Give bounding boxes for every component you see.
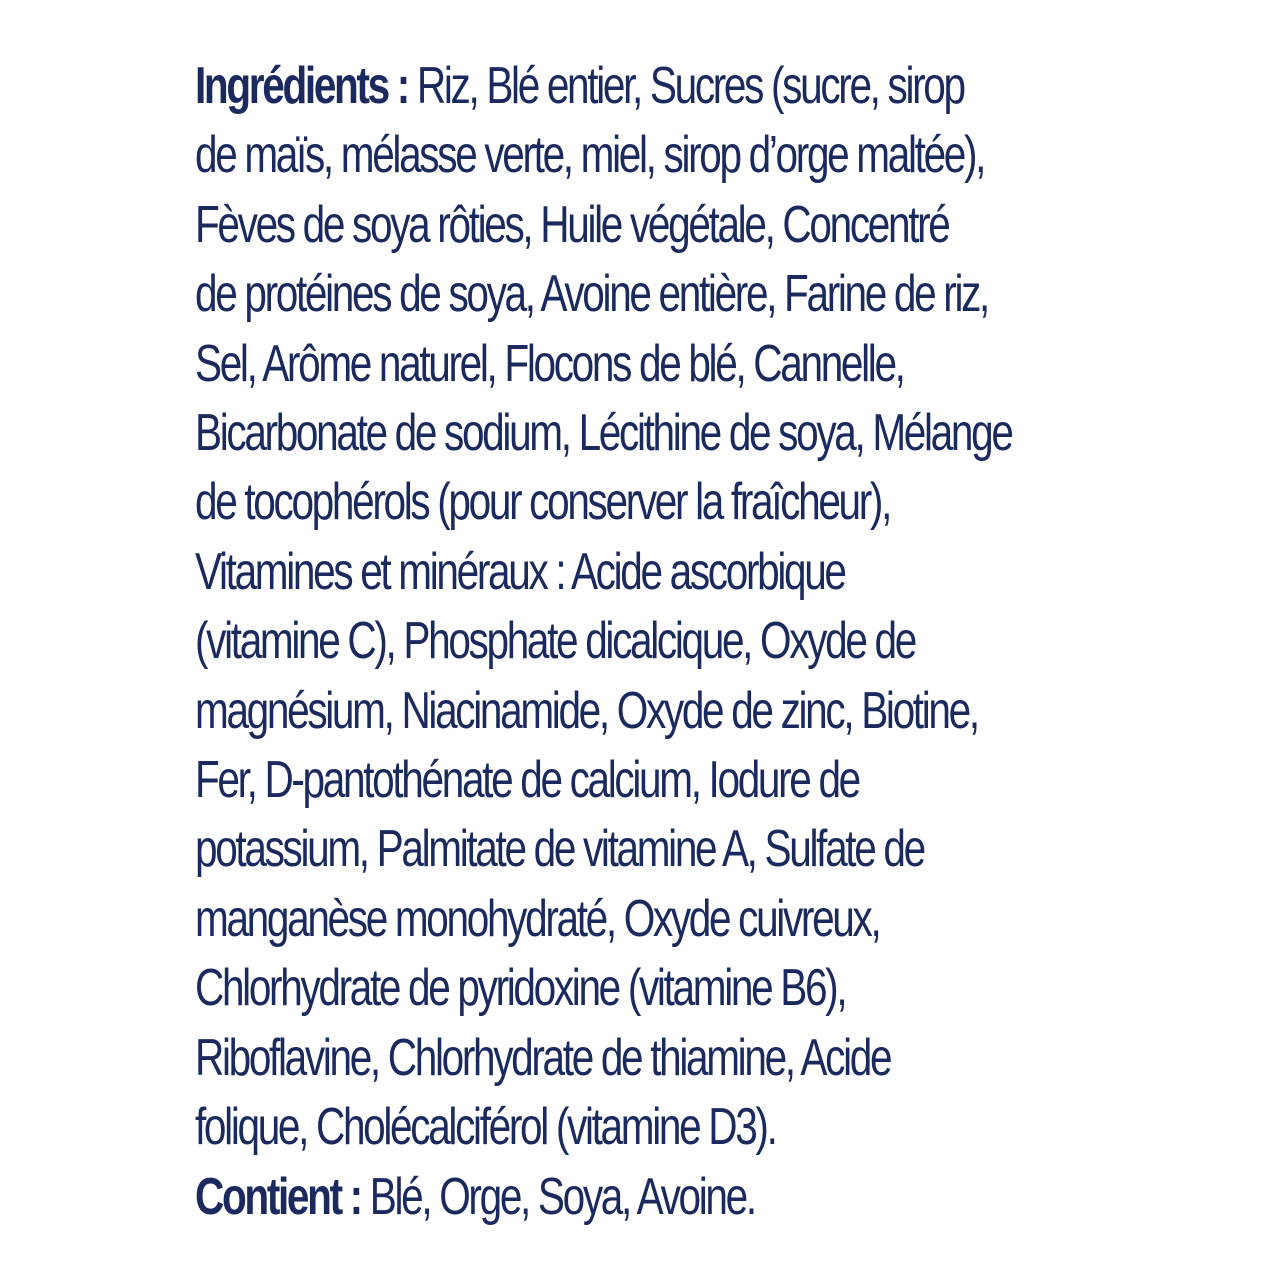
ingredients-line-1	[195, 52, 975, 121]
ingredients-line-9: (vitamine C), Phosphate dicalcique, Oxyde de	[195, 612, 915, 671]
ingredients-line-2: de maïs, mélasse verte, miel, sirop d’orge maltée),	[195, 126, 985, 185]
ingredients-line-15: Riboflavine, Chlorhydrate de thiamine, Acide	[195, 1028, 891, 1087]
ingredients-line-7: de tocophérols (pour conserver la fraîcheur),	[195, 473, 891, 532]
ingredients-panel	[195, 52, 1012, 1232]
ingredients-heading: Ingrédients :	[195, 57, 408, 115]
ingredients-line-10: magnésium, Niacinamide, Oxyde de zinc, Biotine,	[195, 681, 978, 740]
ingredients-line-4: de protéines de soya, Avoine entière, Farine de riz,	[195, 265, 988, 324]
contains-text: Blé, Orge, Soya, Avoine.	[360, 1167, 755, 1226]
ingredients-line-8: Vitamines et minéraux : Acide ascorbique	[195, 542, 845, 601]
ingredients-line-12: potassium, Palmitate de vitamine A, Sulfate de	[195, 820, 924, 879]
ingredients-line-14: Chlorhydrate de pyridoxine (vitamine B6),	[195, 959, 846, 1018]
contains-heading: Contient :	[195, 1167, 361, 1226]
ingredients-line-11: Fer, D-pantothénate de calcium, Iodure de	[195, 751, 859, 810]
ingredients-line-3: Fèves de soya rôties, Huile végétale, Concentré	[195, 195, 949, 254]
ingredients-line-5: Sel, Arôme naturel, Flocons de blé, Cannelle,	[195, 334, 904, 393]
ingredients-line-6: Bicarbonate de sodium, Lécithine de soya, Mélange	[195, 404, 1012, 463]
ingredients-line-13: manganèse monohydraté, Oxyde cuivreux,	[195, 889, 880, 948]
ingredients-text-1: Riz, Blé entier, Sucres (sucre, sirop	[407, 57, 964, 115]
contains-line	[195, 1163, 975, 1232]
ingredients-line-16: folique, Cholécalciférol (vitamine D3).	[195, 1098, 776, 1157]
